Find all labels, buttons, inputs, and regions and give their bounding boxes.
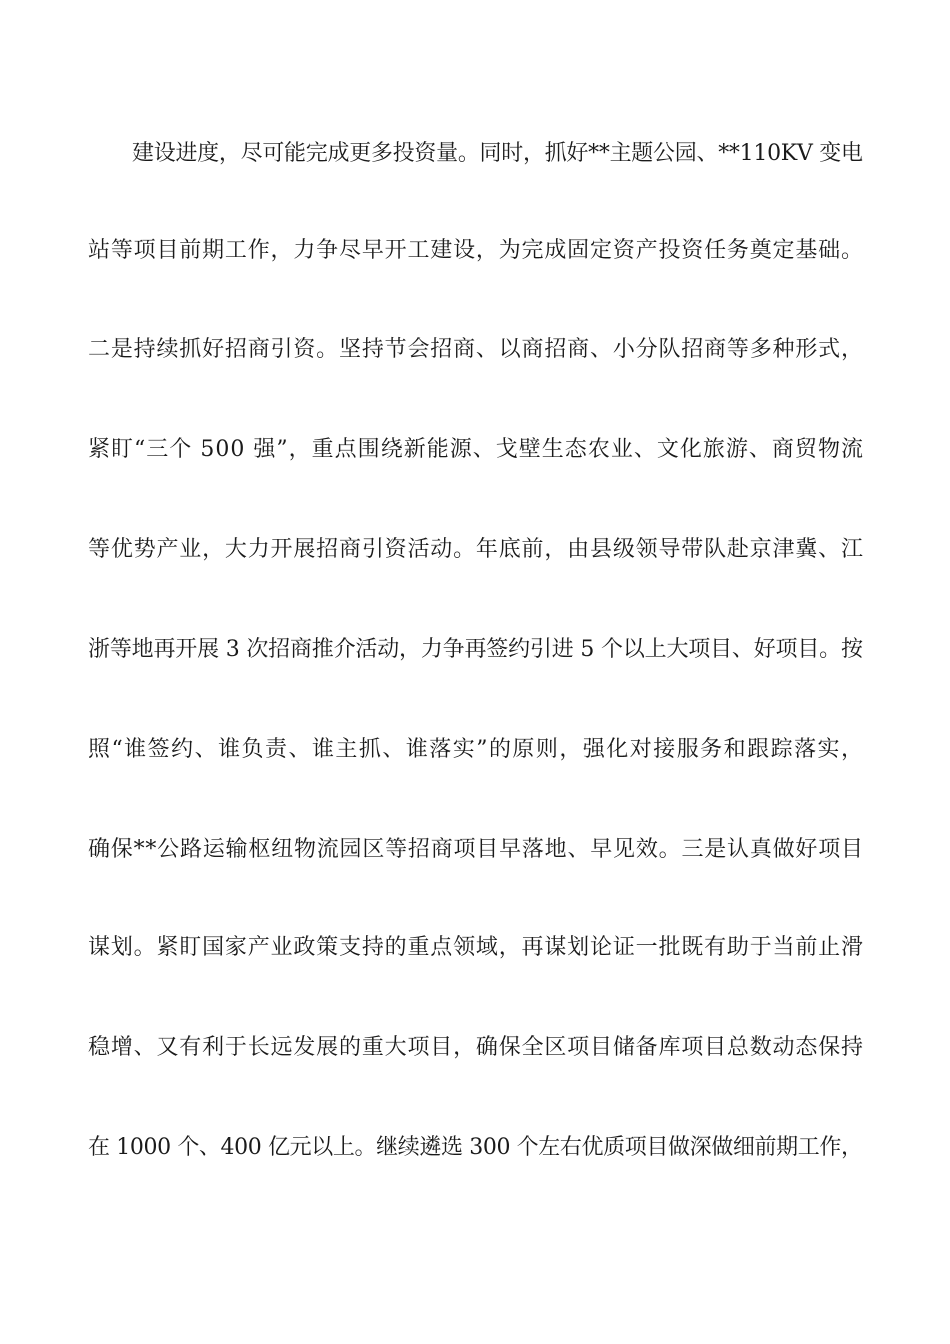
paragraph-line: 紧盯“三个 500 强”，重点围绕新能源、戈壁生态农业、文化旅游、商贸物流 [88, 437, 864, 462]
paragraph-line: 谋划。紧盯国家产业政策支持的重点领域，再谋划论证一批既有助于当前止滑 [88, 935, 864, 960]
paragraph-line: 确保**公路运输枢纽物流园区等招商项目早落地、早见效。三是认真做好项目 [88, 837, 864, 862]
paragraph-line: 二是持续抓好招商引资。坚持节会招商、以商招商、小分队招商等多种形式， [88, 337, 864, 362]
paragraph-line: 浙等地再开展 3 次招商推介活动，力争再签约引进 5 个以上大项目、好项目。按 [88, 637, 863, 662]
paragraph-line: 稳增、又有利于长远发展的重大项目，确保全区项目储备库项目总数动态保持 [88, 1035, 864, 1060]
paragraph-line: 建设进度，尽可能完成更多投资量。同时，抓好**主题公园、**110KV 变电 [132, 141, 863, 166]
paragraph-line: 照“谁签约、谁负责、谁主抓、谁落实”的原则，强化对接服务和跟踪落实， [88, 737, 865, 762]
paragraph-line: 等优势产业，大力开展招商引资活动。年底前，由县级领导带队赴京津冀、江 [88, 537, 864, 562]
paragraph-line: 站等项目前期工作，力争尽早开工建设，为完成固定资产投资任务奠定基础。 [88, 238, 864, 263]
paragraph-line: 在 1000 个、400 亿元以上。继续遴选 300 个左右优质项目做深做细前期工作， [88, 1135, 863, 1160]
